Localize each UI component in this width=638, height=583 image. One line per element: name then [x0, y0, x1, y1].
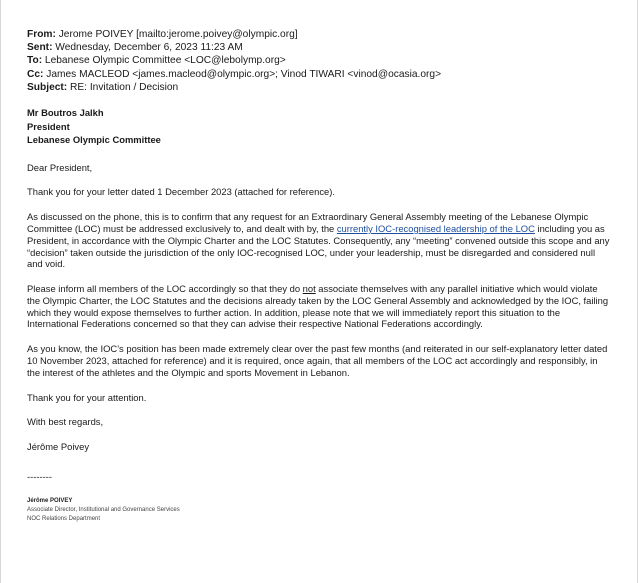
footer-name: Jérôme POIVEY — [27, 497, 73, 504]
email-content — [27, 28, 613, 524]
subject-row — [27, 81, 613, 94]
sent-value: Wednesday, December 6, 2023 11:23 AM — [52, 42, 243, 54]
paragraph-2-text-a: As discussed on the phone, this is to confirm that any request for an Extraordinary General Assembly meeting of the Lebanese Olympic Committee (LOC) must be addressed exclusively to, and dealt with by, the — [27, 211, 589, 234]
footer-role: Associate Director, Institutional and Governance Services — [27, 507, 180, 514]
to-label: To: — [27, 55, 43, 67]
from-value[interactable]: Jerome POIVEY [mailto:jerome.poivey@olympic.org] — [55, 29, 298, 40]
ioc-leadership-link[interactable]: currently IOC-recognised leadership of the LOC — [336, 222, 535, 234]
signature-separator: -------- — [27, 471, 52, 483]
subject-value: RE: Invitation / Decision — [67, 81, 179, 93]
paragraph-1: Thank you for your letter dated 1 December 2023 (attached for reference). — [27, 186, 335, 198]
cc-label: Cc: — [27, 68, 44, 80]
paragraph-5: Thank you for your attention. — [27, 391, 147, 403]
cc-value[interactable]: James MACLEOD <james.macleod@olympic.org>; Vinod TIWARI <vinod@ocasia.org> — [43, 68, 442, 80]
paragraph-4: As you know, the IOC’s position has been made extremely clear over the past few months (and reiterated in our self-explanatory letter dated 10 November 2023, attached for reference) and it is required, once again, that all members of the LOC act accordingly and responsibly, in the interest of the athletes and the Olympic and sports Movement in Lebanon. — [27, 343, 608, 378]
recipient-org: Lebanese Olympic Committee — [27, 134, 161, 146]
to-row — [27, 54, 613, 67]
footer-department: NOC Relations Department — [27, 516, 101, 523]
paragraph-2-text-b: including you as President, in accordance with the Olympic Charter and the LOC Statutes. Consequently, any “meeting” convened outside this scope and any “decision” taken outside the jurisdiction of the only IOC-recognised LOC, under your leadership, must be disregarded and considered null and void. — [27, 222, 610, 270]
sent-row — [27, 41, 613, 54]
email-header — [27, 28, 613, 94]
paragraph-3-text-b: associate themselves with any parallel initiative which would violate the Olympic Charter, the LOC Statutes and the decisions already taken by the LOC General Assembly and acknowledged by the IOC, failing which they would expose themselves to further action. In addition, please note that we will immediately report this situation to the International Federations concerned so that they can advise their respective National Federations accordingly. — [27, 283, 609, 330]
paragraph-3-emphasis: not — [302, 283, 316, 295]
sent-label: Sent: — [27, 42, 53, 54]
signature-footer — [27, 497, 613, 525]
closing: With best regards, — [27, 416, 104, 428]
salutation: Dear President, — [27, 161, 93, 173]
cc-row — [27, 68, 613, 81]
from-label: From: — [27, 29, 56, 40]
recipient-block — [27, 106, 613, 147]
recipient-title: President — [27, 120, 70, 132]
paragraph-3-text-a: Please inform all members of the LOC accordingly so that they do — [27, 283, 303, 295]
recipient-name: Mr Boutros Jalkh — [27, 107, 104, 119]
signature: Jérôme Poivey — [27, 441, 90, 453]
to-value[interactable]: Lebanese Olympic Committee <LOC@lebolymp.org> — [42, 55, 286, 67]
paragraph-2 — [27, 211, 613, 270]
subject-label: Subject: — [27, 81, 68, 93]
paragraph-3 — [27, 283, 613, 330]
from-row — [27, 28, 613, 41]
